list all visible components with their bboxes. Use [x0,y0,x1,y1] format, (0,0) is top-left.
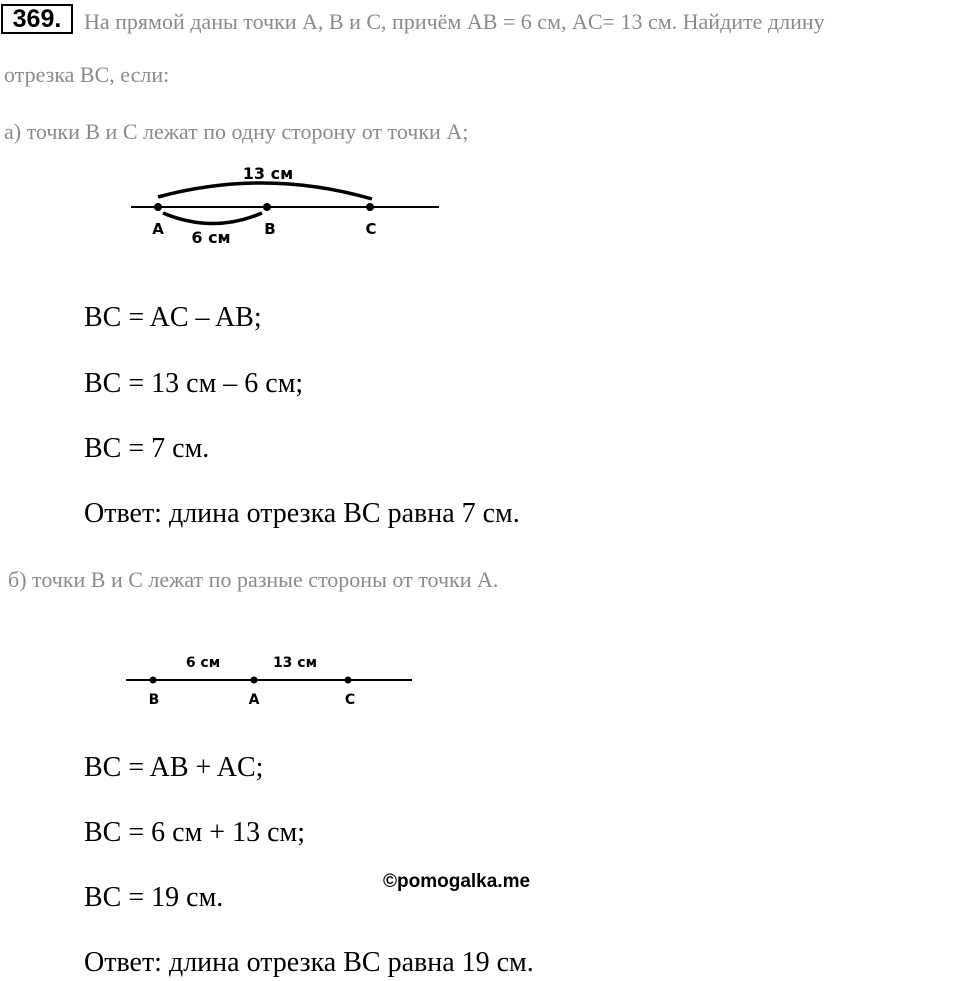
part-b-step-1: BC = AB + AC; [84,752,264,783]
part-a-arc-ab [163,213,262,224]
part-b-label-point-b: B [148,692,160,708]
part-a-label-ac: 13 см [242,164,294,183]
part-a-arc-ac [158,183,372,199]
part-a-label-point-c: C [365,220,377,238]
part-a-step-1: BC = AC – AB; [84,302,262,333]
part-a-condition: а) точки B и C лежат по одну сторону от точки A; [4,119,469,144]
problem-number: 369. [1,4,73,34]
part-b-point-b-dot [150,677,157,684]
part-a-label-ab: 6 см [191,228,231,247]
part-b-step-3: BC = 19 см. [84,882,224,913]
part-a-answer: Ответ: длина отрезка BC равна 7 см. [84,498,520,529]
part-b-label-point-a: A [248,692,260,708]
problem-statement-line1: На прямой даны точки A, B и C, причём AB = 6 см, AC= 13 см. Найдите длину [84,9,825,34]
watermark-text: ©pomogalka.me [383,871,531,892]
part-a-point-b-dot [263,203,271,211]
part-a-step-2: BC = 13 см – 6 см; [84,368,304,399]
part-b-condition: б) точки B и C лежат по разные стороны от точки A. [8,567,499,592]
part-b-label-ac: 13 см [272,655,318,671]
part-a-point-a-dot [154,203,162,211]
problem-statement-line2: отрезка BC, если: [4,62,170,87]
part-b-point-c-dot [345,677,352,684]
part-a-label-point-b: B [264,220,276,238]
part-a-point-c-dot [366,203,374,211]
part-b-label-ba: 6 см [185,655,221,671]
part-a-step-3: BC = 7 см. [84,433,210,464]
part-a-label-point-a: A [152,220,164,238]
part-b-answer: Ответ: длина отрезка BC равна 19 см. [84,947,534,978]
part-b-label-point-c: C [344,692,356,708]
part-b-step-2: BC = 6 см + 13 см; [84,817,306,848]
part-b-point-a-dot [251,677,258,684]
